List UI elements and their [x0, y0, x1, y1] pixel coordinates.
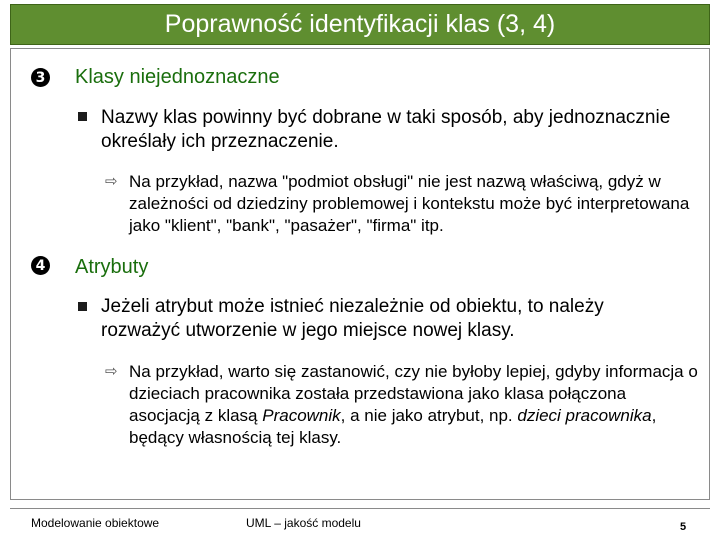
footer-topic: UML – jakość modelu — [246, 516, 361, 530]
footer-divider — [10, 508, 710, 509]
section-heading-ambiguous-classes: Klasy niejednoznaczne — [75, 66, 280, 88]
sub-bullet-text — [129, 361, 699, 449]
number-3-icon: 3 — [31, 68, 50, 87]
sub-bullet-text: Na przykład, nazwa "podmiot obsługi" nie jest nazwą właściwą, gdyż w zależności od dziedziny problemowej i kontekstu może być interpretowana jako "klient", "bank", "pasażer", "firma" itp. — [129, 172, 690, 235]
footer-course-name: Modelowanie obiektowe — [31, 516, 160, 530]
attribute-name-emphasis: dzieci pracownika — [517, 406, 652, 425]
class-name-emphasis: Pracownik — [262, 406, 341, 425]
bullet-text: Nazwy klas powinny być dobrane w taki sposób, aby jednoznacznie określały ich przeznaczenie. — [101, 107, 671, 152]
sub-bullet-part: , będący własnością tej klasy. — [129, 406, 657, 447]
number-4-icon: 4 — [31, 256, 50, 275]
hollow-arrow-icon: ⇨ — [105, 362, 118, 380]
page-number: 5 — [680, 521, 687, 533]
bullet-text: Jeżeli atrybut może istnieć niezależnie od obiektu, to należy rozważyć utworzenie w jego miejsce nowej klasy. — [101, 296, 604, 341]
sub-bullet-part: Na przykład, warto się zastanowić, czy nie byłoby lepiej, gdyby informacja o dzieciach pracownika została przedstawiona jako klasa połączona asocjacją z klasą — [129, 362, 698, 425]
slide-title-bar — [10, 4, 710, 45]
slide-title: Poprawność identyfikacji klas (3, 4) — [164, 10, 556, 38]
hollow-arrow-icon: ⇨ — [105, 172, 118, 190]
square-bullet-icon — [78, 302, 87, 311]
section-heading-attributes: Atrybuty — [75, 256, 149, 278]
sub-bullet-part: , a nie jako atrybut, np. — [340, 406, 518, 425]
square-bullet-icon — [78, 112, 87, 121]
